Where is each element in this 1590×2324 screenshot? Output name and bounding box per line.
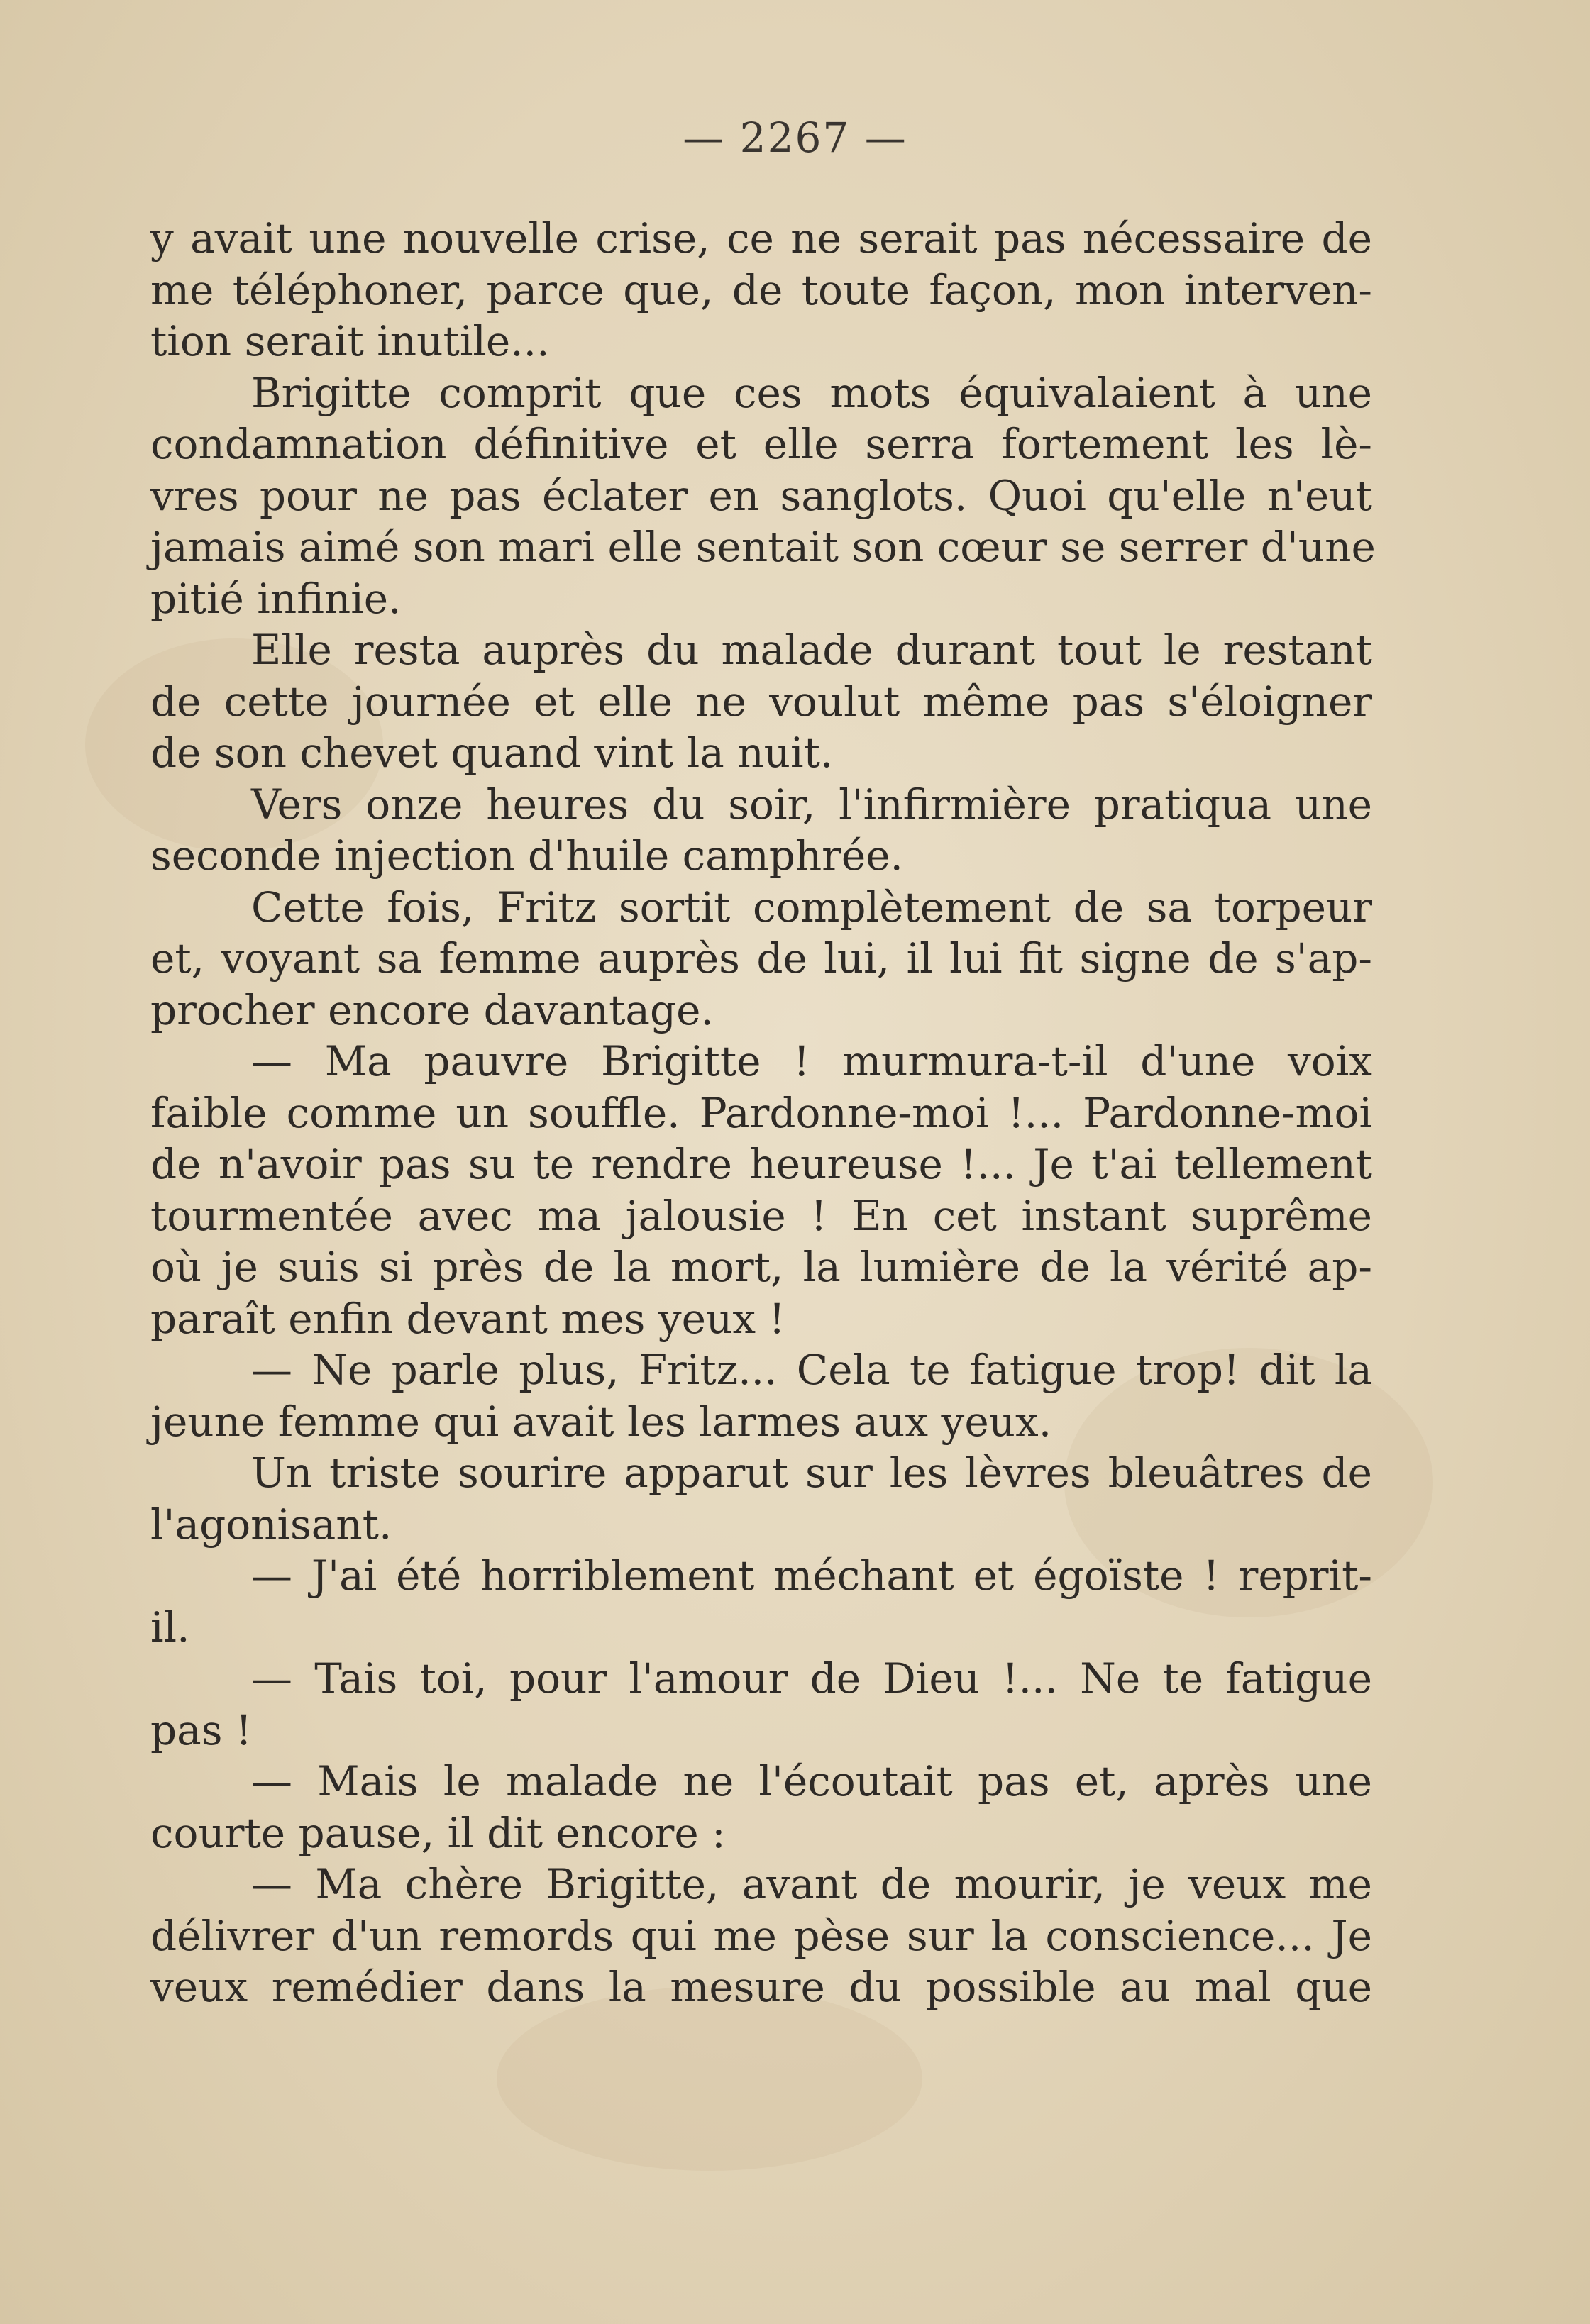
text-line: — Ma pauvre Brigitte ! murmura-t-il d'une voix [251,1037,1372,1085]
text-line: paraît enfin devant mes yeux ! [150,1294,785,1343]
text-line: Cette fois, Fritz sortit complètement de sa torpeur [251,882,1372,931]
paper-stain [497,1986,922,2171]
page-number: — 2267 — [683,114,907,162]
text-line: courte pause, il dit encore : [150,1808,726,1857]
text-line: jeune femme qui avait les larmes aux yeux. [150,1397,1052,1446]
text-line: pitié infinie. [150,574,402,623]
text-line: vres pour ne pas éclater en sanglots. Quoi qu'elle n'eut [150,471,1372,520]
text-line: il. [150,1603,190,1651]
text-line: me téléphoner, parce que, de toute façon, mon interven- [150,265,1372,314]
body-text [150,213,1376,2013]
text-line: faible comme un souffle. Pardonne-moi !... Pardonne-moi [150,1088,1372,1137]
text-line: — Mais le malade ne l'écoutait pas et, après une [251,1757,1372,1805]
text-line: condamnation définitive et elle serra fortement les lè- [150,420,1372,468]
text-line: Elle resta auprès du malade durant tout le restant [251,626,1372,674]
text-line: — Tais toi, pour l'amour de Dieu !... Ne te fatigue [251,1654,1372,1703]
text-line: — Ne parle plus, Fritz... Cela te fatigue trop! dit la [251,1346,1372,1394]
text-line: seconde injection d'huile camphrée. [150,831,903,880]
text-line: où je suis si près de la mort, la lumière de la vérité ap- [150,1243,1372,1291]
text-line: veux remédier dans la mesure du possible au mal que [150,1963,1372,2011]
text-line: Vers onze heures du soir, l'infirmière pratiqua une [251,780,1372,829]
text-line: de cette journée et elle ne voulut même pas s'éloigner [150,677,1372,726]
text-line: de n'avoir pas su te rendre heureuse !... Je t'ai tellement [150,1140,1372,1188]
text-line: procher encore davantage. [150,985,714,1034]
text-line: et, voyant sa femme auprès de lui, il lui fit signe de s'ap- [150,934,1372,983]
text-line: tion serait inutile... [150,317,550,365]
text-line: l'agonisant. [150,1500,392,1549]
text-line: pas ! [150,1705,253,1754]
text-line: tourmentée avec ma jalousie ! En cet instant suprême [150,1191,1372,1240]
text-line: de son chevet quand vint la nuit. [150,729,834,777]
text-line: jamais aimé son mari elle sentait son cœur se serrer d'une [150,523,1376,571]
text-line: y avait une nouvelle crise, ce ne serait pas nécessaire de [150,214,1372,262]
text-line: Un triste sourire apparut sur les lèvres bleuâtres de [251,1449,1372,1497]
text-line: délivrer d'un remords qui me pèse sur la conscience... Je [150,1911,1372,1960]
text-line: Brigitte comprit que ces mots équivalaient à une [251,368,1372,417]
text-line: — J'ai été horriblement méchant et égoïste ! reprit- [251,1551,1372,1600]
text-line: — Ma chère Brigitte, avant de mourir, je veux me [251,1860,1372,1908]
